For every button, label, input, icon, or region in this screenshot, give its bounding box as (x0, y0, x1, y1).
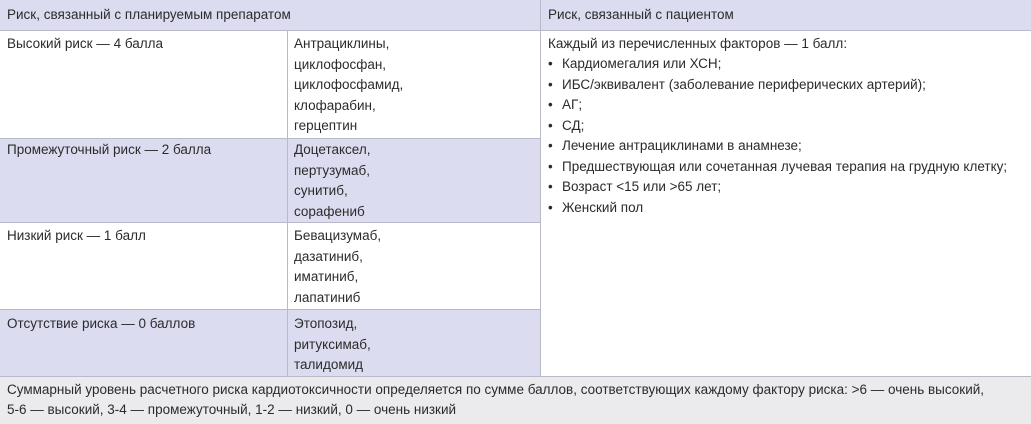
factor-text: Лечение антрациклинами в анамнезе; (562, 138, 802, 153)
patient-risk-cell (541, 31, 1031, 376)
bullet-icon: • (548, 76, 553, 92)
header-drug-risk-cell (0, 0, 540, 30)
factor-text: АГ; (562, 97, 583, 112)
drug-item: Этопозид, (294, 316, 358, 331)
footer-note-line-2: 5-6 — высокий, 3-4 — промежуточный, 1-2 — низкий, 0 — очень низкий (7, 402, 457, 417)
row-high-risk-drugs-cell (288, 31, 540, 138)
drug-item: лапатиниб (294, 289, 361, 305)
factor-text: СД; (562, 117, 585, 133)
row-low-risk-label-cell (0, 223, 287, 309)
bullet-icon: • (548, 117, 553, 133)
drug-item: циклофосфан, (294, 56, 387, 72)
drug-item: клофарабин, (294, 97, 376, 113)
row-intermediate-risk-drugs-cell (288, 139, 540, 222)
list-item (548, 198, 1007, 219)
bullet-icon: • (548, 158, 553, 174)
factor-text: ИБС/эквивалент (заболевание периферических артерий); (562, 76, 926, 92)
list-item (548, 136, 1007, 157)
factor-text: Женский пол (562, 199, 644, 215)
drug-item: Антрациклины, (294, 36, 390, 51)
bullet-icon: • (548, 199, 553, 215)
row-low-risk-drugs-cell (288, 223, 540, 309)
risk-label-low: Низкий риск — 1 балл (7, 228, 146, 243)
footer-note-line-1: Суммарный уровень расчетного риска кардиотоксичности определяется по сумме баллов, соответствующих каждому фактору риска: >6 — очень высокий, (7, 382, 985, 397)
divider (287, 31, 288, 376)
drug-item: циклофосфамид, (294, 77, 404, 92)
row-no-risk-label-cell (0, 310, 287, 376)
risk-label-high: Высокий риск — 4 балла (7, 36, 164, 51)
divider (0, 30, 1031, 31)
drug-item: талидомид (294, 357, 364, 372)
list-item (548, 75, 1007, 96)
drug-item: сорафениб (294, 203, 365, 219)
drug-list-none (294, 314, 371, 376)
bullet-icon: • (548, 97, 553, 112)
bullet-icon: • (548, 56, 553, 71)
drug-item: Доцетаксел, (294, 142, 371, 157)
list-item (548, 54, 1007, 75)
drug-list-intermediate (294, 140, 370, 222)
divider (0, 309, 540, 310)
factor-text: Кардиомегалия или ХСН; (562, 56, 722, 71)
factor-text: Предшествующая или сочетанная лучевая терапия на грудную клетку; (562, 158, 1008, 174)
drug-item: герцептин (294, 118, 358, 133)
divider (540, 0, 541, 376)
header-patient-risk-cell (541, 0, 1031, 30)
drug-item: дазатиниб, (294, 248, 363, 264)
drug-item: пертузумаб, (294, 162, 371, 178)
drug-item: иматиниб, (294, 269, 359, 284)
drug-list-low (294, 226, 381, 308)
divider (0, 376, 1031, 377)
drug-item: сунитиб, (294, 183, 348, 198)
header-patient-risk: Риск, связанный с пациентом (548, 7, 734, 22)
divider (0, 138, 540, 139)
row-high-risk-label-cell (0, 31, 287, 138)
drug-list-high (294, 34, 403, 137)
row-no-risk-drugs-cell (288, 310, 540, 376)
divider (0, 222, 540, 223)
row-intermediate-risk-label-cell (0, 139, 287, 222)
list-item (548, 157, 1007, 178)
list-item (548, 116, 1007, 137)
bullet-icon: • (548, 179, 553, 194)
header-drug-risk: Риск, связанный с планируемым препаратом (7, 7, 291, 22)
list-item (548, 95, 1007, 116)
risk-label-none: Отсутствие риска — 0 баллов (7, 316, 196, 331)
drug-item: ритуксимаб, (294, 336, 371, 352)
patient-intro: Каждый из перечисленных факторов — 1 балл: (548, 36, 848, 51)
risk-label-intermediate: Промежуточный риск — 2 балла (7, 142, 212, 157)
patient-factor-list (548, 54, 1007, 218)
drug-item: Бевацизумаб, (294, 228, 382, 243)
bullet-icon: • (548, 138, 553, 153)
list-item (548, 177, 1007, 198)
factor-text: Возраст <15 или >65 лет; (562, 179, 722, 194)
footer-note-cell (0, 377, 1031, 424)
